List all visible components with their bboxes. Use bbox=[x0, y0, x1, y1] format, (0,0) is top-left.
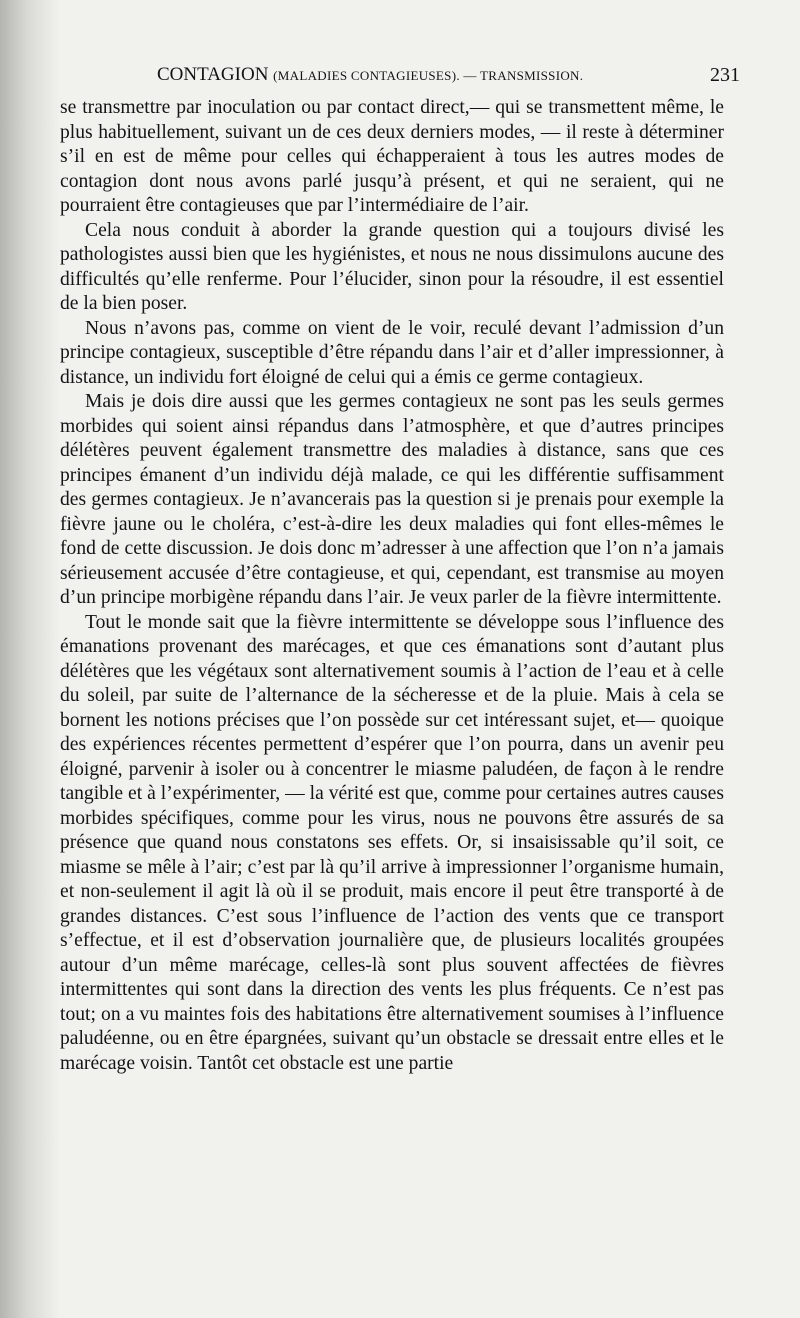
running-title-main: CONTAGION bbox=[157, 64, 269, 85]
paragraph: Tout le monde sait que la fièvre intermittente se développe sous l’influence des émanations provenant des marécages, et que ces émanations sont d’autant plus délétères que les végétaux sont alternativement soumis à l’action de l’eau et à celle du soleil, par suite de l’alternance de la sécheresse et de la pluie. Mais à cela se bornent les notions précises que l’on possède sur cet intéressant sujet, et— quoique des expériences récentes permettent d’espérer que l’on pourra, dans un avenir peu éloigné, parvenir à isoler ou à concentrer le miasme paludéen, de façon à le rendre tangible et à l’expérimenter, — la vérité est que, comme pour certaines autres causes morbides spécifiques, comme pour les virus, nous ne pouvons être assurés de sa présence que quand nous constatons ses effets. Or, si insaisissable qu’il soit, ce miasme se mêle à l’air; c’est par là qu’il arrive à impressionner l’organisme humain, et non-seulement il agit là où il se produit, mais encore il peut être transporté à de grandes distances. C’est sous l’influence de l’action des vents que ce transport s’effectue, et il est d’observation journalière que, de plusieurs localités groupées autour d’un même marécage, celles-là sont plus souvent affectées de fièvres intermittentes qui sont dans la direction des vents les plus fréquents. Ce n’est pas tout; on a vu maintes fois des habitations être alternativement soumises à l’influence paludéenne, ou en être épargnées, suivant qu’un obstacle se dressait entre elles et le marécage voisin. Tantôt cet obstacle est une partie bbox=[60, 611, 724, 1074]
paragraph: Cela nous conduit à aborder la grande question qui a toujours divisé les pathologistes aussi bien que les hygiénistes, et nous ne nous dissimulons aucune des difficultés qu’elle renferme. Pour l’élucider, sinon pour la résoudre, il est essentiel de la bien poser. bbox=[60, 219, 724, 314]
paragraph: se transmettre par inoculation ou par contact direct,— qui se transmettent même, le plus habituellement, suivant un de ces deux derniers modes, — il reste à déterminer s’il en est de même pour celles qui échapperaient à tous les autres modes de contagion dont nous avons parlé jusqu’à présent, et qui ne seraient, qui ne pourraient être contagieuses que par l’intermédiaire de l’air. bbox=[60, 97, 724, 216]
page-number: 231 bbox=[710, 64, 740, 86]
body-text bbox=[60, 96, 724, 1076]
running-header bbox=[60, 63, 740, 87]
paragraph: Nous n’avons pas, comme on vient de le voir, reculé devant l’admission d’un principe contagieux, susceptible d’être répandu dans l’air et d’aller impressionner, à distance, un individu fort éloigné de celui qui a émis ce germe contagieux. bbox=[60, 317, 724, 388]
running-title bbox=[157, 63, 583, 88]
running-title-sub: (MALADIES CONTAGIEUSES). — TRANSMISSION. bbox=[273, 68, 584, 83]
paragraph: Mais je dois dire aussi que les germes contagieux ne sont pas les seuls germes morbides qui soient ainsi répandus dans l’atmosphère, et que d’autres principes délétères peuvent également transmettre des maladies à distance, sans que ces principes émanent d’un individu déjà malade, ce qui les différentie suffisamment des germes contagieux. Je n’avancerais pas la question si je prenais pour exemple la fièvre jaune ou le choléra, c’est-à-dire les deux maladies qui font elles-mêmes le fond de cette discussion. Je dois donc m’adresser à une affection que l’on n’a jamais sérieusement accusée d’être contagieuse, et qui, cependant, est transmise au moyen d’un principe morbigène répandu dans l’air. Je veux parler de la fièvre intermittente. bbox=[60, 391, 724, 608]
page-gutter-shadow bbox=[0, 0, 60, 1318]
